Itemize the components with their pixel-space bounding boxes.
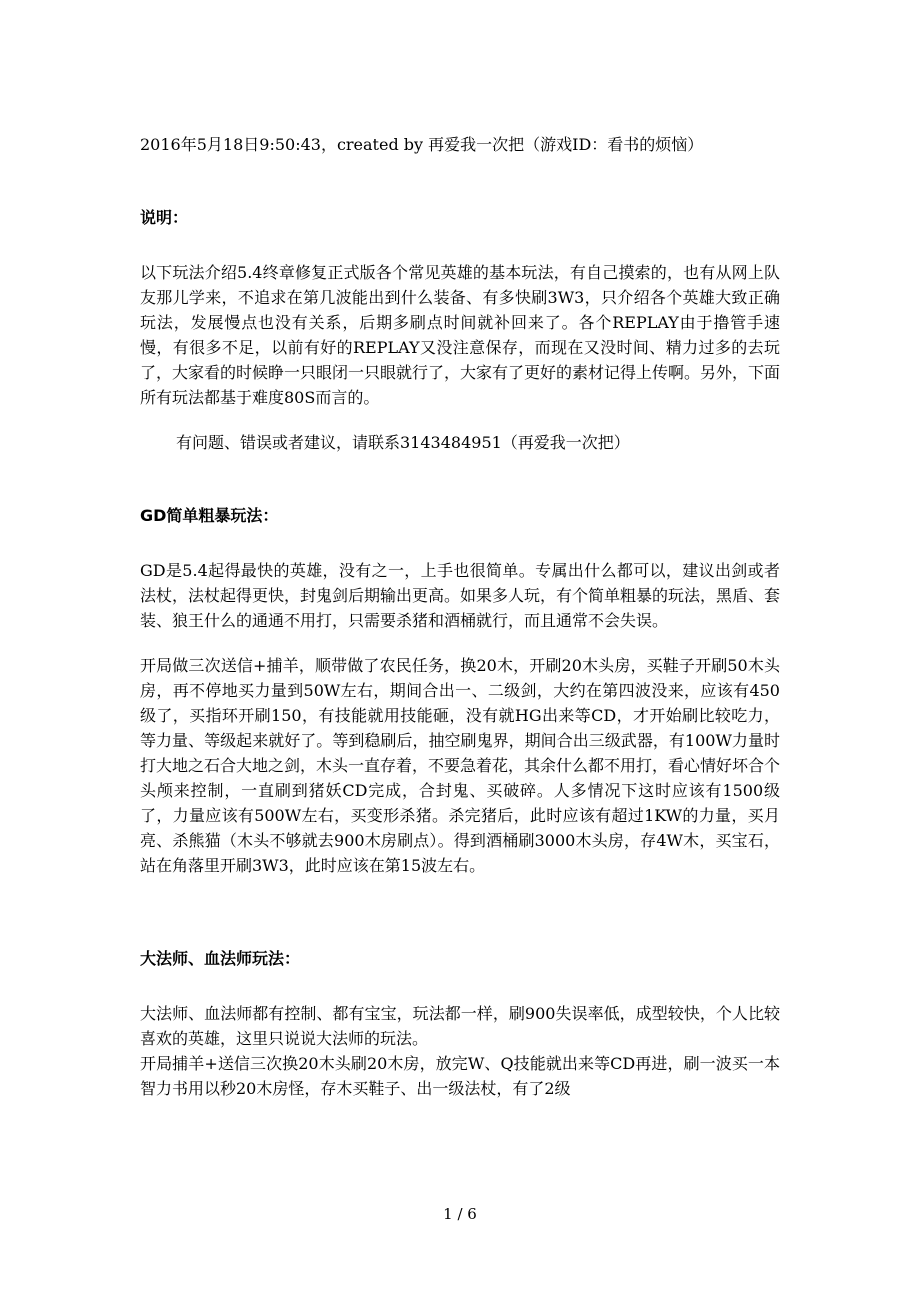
creation-info: 2016年5月18日9:50:43，created by 再爱我一次把（游戏ID：看书的烦恼） (140, 135, 704, 154)
page-content (140, 132, 780, 1101)
mage-paragraph-2: 开局捕羊+送信三次换20木头刷20木房，放完W、Q技能就出来等CD再进，刷一波买一本智力书用以秒20木房怪，存木买鞋子、出一级法杖，有了2级 (140, 1054, 780, 1098)
page-number: 1 / 6 (443, 1205, 477, 1223)
mage-paragraph-1: 大法师、血法师都有控制、都有宝宝，玩法都一样，刷900失误率低，成型较快，个人比较喜欢的英雄，这里只说说大法师的玩法。 (140, 1004, 780, 1048)
contact-line: 有问题、错误或者建议，请联系3143484951（再爱我一次把） (176, 433, 630, 452)
mage-heading: 大法师、血法师玩法： (140, 949, 301, 968)
gd-heading: GD简单粗暴玩法： (140, 506, 279, 525)
gd-paragraph-1: GD是5.4起得最快的英雄，没有之一，上手也很简单。专属出什么都可以，建议出剑或者法杖，法杖起得更快，封鬼剑后期输出更高。如果多人玩，有个简单粗暴的玩法，黑盾、套装、狼王什么的通通不用打，只需要杀猪和酒桶就行，而且通常不会失误。 (140, 561, 781, 630)
intro-heading: 说明： (140, 208, 189, 227)
intro-paragraph: 以下玩法介绍5.4终章修复正式版各个常见英雄的基本玩法，有自己摸索的，也有从网上队友那儿学来，不追求在第几波能出到什么装备、有多快刷3W3，只介绍各个英雄大致正确玩法，发展慢点也没有关系，后期多刷点时间就补回来了。各个REPLAY由于撸管手速慢，有很多不足，以前有好的REPLAY又没注意保存，而现在又没时间、精力过多的去玩了，大家看的时候睁一只眼闭一只眼就行了，大家有了更好的素材记得上传啊。另外，下面所有玩法都基于难度80S而言的。 (140, 263, 781, 407)
gd-paragraph-2: 开局做三次送信+捕羊，顺带做了农民任务，换20木，开刷20木头房，买鞋子开刷50木头房，再不停地买力量到50W左右，期间合出一、二级剑，大约在第四波没来，应该有450级了，买指环开刷150，有技能就用技能砸，没有就HG出来等CD，才开始刷比较吃力，等力量、等级起来就好了。等到稳刷后，抽空刷鬼界，期间合出三级武器，有100W力量时打大地之石合大地之剑，木头一直存着，不要急着花，其余什么都不用打，看心情好坏合个头颅来控制，一直刷到猪妖CD完成，合封鬼、买破碎。人多情况下这时应该有1500级了，力量应该有500W左右，买变形杀猪。杀完猪后，此时应该有超过1KW的力量，买月亮、杀熊猫（木头不够就去900木房刷点）。得到酒桶刷3000木头房，存4W木，买宝石，站在角落里开刷3W3，此时应该在第15波左右。 (140, 656, 781, 875)
